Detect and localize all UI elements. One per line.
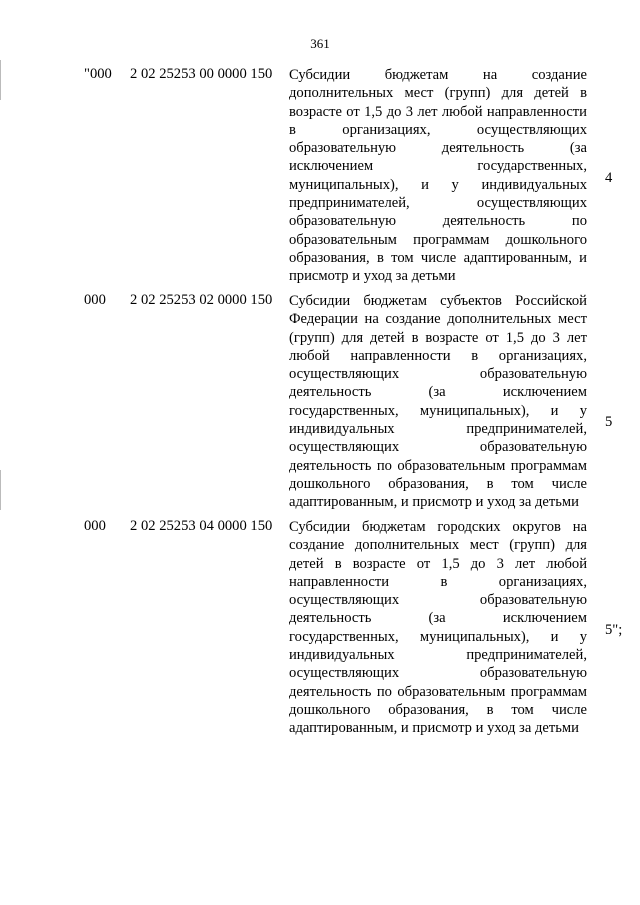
- row-value: 4: [605, 170, 613, 186]
- admin-code: "000: [84, 66, 112, 82]
- income-description: Субсидии бюджетам субъектов Российской Федерации на создание дополнительных мест (групп) для детей в возрасте от 1,5 до 3 лет любой направленности в организациях, осуществляющих образовательную деятельность (за исключением государственных, муниципальных), и у индивидуальных предпринимателей, осуществляющих образовательную деятельность по образовательным программам дошкольного образования, в том числе адаптированным, и присмотр и уход за детьми: [289, 293, 587, 511]
- admin-code: 000: [84, 518, 106, 534]
- scan-edge-mark-bottom: [0, 470, 1, 510]
- budget-classification-code: 2 02 25253 02 0000 150: [130, 292, 273, 308]
- page-number: 361: [310, 36, 330, 51]
- budget-classification-code: 2 02 25253 04 0000 150: [130, 518, 273, 534]
- row-value: 5: [605, 414, 613, 430]
- budget-classification-code: 2 02 25253 00 0000 150: [130, 66, 273, 82]
- income-description: Субсидии бюджетам городских округов на создание дополнительных мест (групп) для детей в возрасте от 1,5 до 3 лет любой направленности в организациях, осуществляющих образовательную деятельность (за исключением государственных, муниципальных), и у индивидуальных предпринимателей, осуществляющих образовательную деятельность по образовательным программам дошкольного образования, в том числе адаптированным, и присмотр и уход за детьми: [289, 519, 587, 737]
- row-value: 5";: [605, 622, 623, 638]
- admin-code: 000: [84, 292, 106, 308]
- income-description: Субсидии бюджетам на создание дополнительных мест (групп) для детей в возрасте от 1,5 до 3 лет любой направленности в организациях, осуществляющих образовательную деятельность (за исключением государственных, муниципальных), и у индивидуальных предпринимателей, осуществляющих образовательную деятельность по образовательным программам дошкольного образования, в том числе адаптированным, и присмотр и уход за детьми: [289, 67, 587, 285]
- scan-edge-mark-top: [0, 60, 1, 100]
